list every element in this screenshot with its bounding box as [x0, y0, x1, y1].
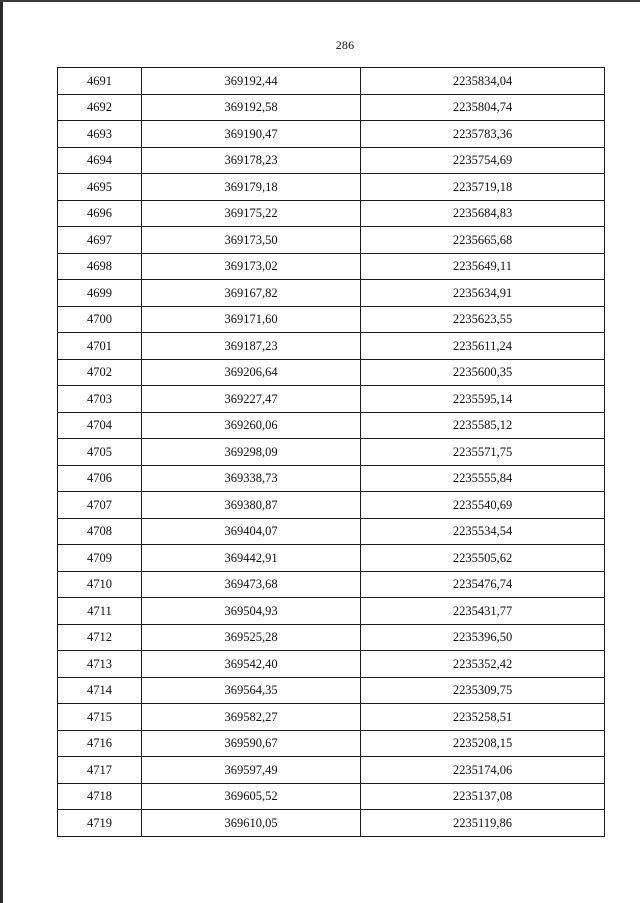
x-coordinate-cell: 369167,82 — [142, 280, 361, 307]
y-coordinate-cell: 2235208,15 — [361, 730, 605, 757]
y-coordinate-cell: 2235600,35 — [361, 359, 605, 386]
table-row — [58, 174, 605, 201]
point-number-cell: 4701 — [58, 333, 142, 360]
x-coordinate-cell: 369338,73 — [142, 465, 361, 492]
x-coordinate-cell: 369227,47 — [142, 386, 361, 413]
y-coordinate-cell: 2235783,36 — [361, 121, 605, 148]
table-row — [58, 598, 605, 625]
x-coordinate-cell: 369298,09 — [142, 439, 361, 466]
point-number-cell: 4706 — [58, 465, 142, 492]
y-coordinate-cell: 2235571,75 — [361, 439, 605, 466]
table-row — [58, 386, 605, 413]
table-row — [58, 545, 605, 572]
point-number-cell: 4703 — [58, 386, 142, 413]
y-coordinate-cell: 2235585,12 — [361, 412, 605, 439]
point-number-cell: 4692 — [58, 94, 142, 121]
table-row — [58, 783, 605, 810]
table-row — [58, 439, 605, 466]
x-coordinate-cell: 369404,07 — [142, 518, 361, 545]
y-coordinate-cell: 2235834,04 — [361, 68, 605, 95]
x-coordinate-cell: 369173,50 — [142, 227, 361, 254]
y-coordinate-cell: 2235396,50 — [361, 624, 605, 651]
x-coordinate-cell: 369187,23 — [142, 333, 361, 360]
x-coordinate-cell: 369192,58 — [142, 94, 361, 121]
y-coordinate-cell: 2235505,62 — [361, 545, 605, 572]
point-number-cell: 4717 — [58, 757, 142, 784]
x-coordinate-cell: 369504,93 — [142, 598, 361, 625]
y-coordinate-cell: 2235534,54 — [361, 518, 605, 545]
point-number-cell: 4699 — [58, 280, 142, 307]
x-coordinate-cell: 369190,47 — [142, 121, 361, 148]
table-row — [58, 121, 605, 148]
table-row — [58, 227, 605, 254]
y-coordinate-cell: 2235540,69 — [361, 492, 605, 519]
point-number-cell: 4718 — [58, 783, 142, 810]
x-coordinate-cell: 369192,44 — [142, 68, 361, 95]
table-row — [58, 412, 605, 439]
coordinates-table — [57, 67, 605, 837]
table-row — [58, 624, 605, 651]
table-row — [58, 333, 605, 360]
point-number-cell: 4697 — [58, 227, 142, 254]
x-coordinate-cell: 369178,23 — [142, 147, 361, 174]
table-row — [58, 280, 605, 307]
point-number-cell: 4708 — [58, 518, 142, 545]
y-coordinate-cell: 2235555,84 — [361, 465, 605, 492]
x-coordinate-cell: 369542,40 — [142, 651, 361, 678]
x-coordinate-cell: 369610,05 — [142, 810, 361, 837]
point-number-cell: 4705 — [58, 439, 142, 466]
y-coordinate-cell: 2235665,68 — [361, 227, 605, 254]
table-row — [58, 465, 605, 492]
y-coordinate-cell: 2235754,69 — [361, 147, 605, 174]
point-number-cell: 4719 — [58, 810, 142, 837]
point-number-cell: 4707 — [58, 492, 142, 519]
table-row — [58, 757, 605, 784]
x-coordinate-cell: 369173,02 — [142, 253, 361, 280]
y-coordinate-cell: 2235719,18 — [361, 174, 605, 201]
table-row — [58, 810, 605, 837]
x-coordinate-cell: 369582,27 — [142, 704, 361, 731]
table-row — [58, 651, 605, 678]
table-row — [58, 677, 605, 704]
point-number-cell: 4698 — [58, 253, 142, 280]
point-number-cell: 4702 — [58, 359, 142, 386]
x-coordinate-cell: 369206,64 — [142, 359, 361, 386]
y-coordinate-cell: 2235684,83 — [361, 200, 605, 227]
x-coordinate-cell: 369442,91 — [142, 545, 361, 572]
table-row — [58, 704, 605, 731]
point-number-cell: 4716 — [58, 730, 142, 757]
x-coordinate-cell: 369175,22 — [142, 200, 361, 227]
scan-edge-top — [0, 0, 640, 2]
y-coordinate-cell: 2235476,74 — [361, 571, 605, 598]
x-coordinate-cell: 369260,06 — [142, 412, 361, 439]
scan-edge-left — [0, 0, 3, 903]
table-row — [58, 306, 605, 333]
point-number-cell: 4694 — [58, 147, 142, 174]
x-coordinate-cell: 369380,87 — [142, 492, 361, 519]
point-number-cell: 4696 — [58, 200, 142, 227]
y-coordinate-cell: 2235804,74 — [361, 94, 605, 121]
point-number-cell: 4712 — [58, 624, 142, 651]
table-row — [58, 253, 605, 280]
y-coordinate-cell: 2235352,42 — [361, 651, 605, 678]
y-coordinate-cell: 2235431,77 — [361, 598, 605, 625]
point-number-cell: 4715 — [58, 704, 142, 731]
x-coordinate-cell: 369605,52 — [142, 783, 361, 810]
x-coordinate-cell: 369525,28 — [142, 624, 361, 651]
y-coordinate-cell: 2235623,55 — [361, 306, 605, 333]
point-number-cell: 4709 — [58, 545, 142, 572]
table-row — [58, 571, 605, 598]
x-coordinate-cell: 369473,68 — [142, 571, 361, 598]
table-row — [58, 730, 605, 757]
point-number-cell: 4700 — [58, 306, 142, 333]
y-coordinate-cell: 2235258,51 — [361, 704, 605, 731]
table-row — [58, 518, 605, 545]
table-row — [58, 147, 605, 174]
point-number-cell: 4691 — [58, 68, 142, 95]
table-row — [58, 68, 605, 95]
y-coordinate-cell: 2235611,24 — [361, 333, 605, 360]
table-row — [58, 94, 605, 121]
x-coordinate-cell: 369171,60 — [142, 306, 361, 333]
y-coordinate-cell: 2235649,11 — [361, 253, 605, 280]
point-number-cell: 4693 — [58, 121, 142, 148]
y-coordinate-cell: 2235119,86 — [361, 810, 605, 837]
point-number-cell: 4713 — [58, 651, 142, 678]
point-number-cell: 4704 — [58, 412, 142, 439]
point-number-cell: 4710 — [58, 571, 142, 598]
table-row — [58, 200, 605, 227]
page-number: 286 — [335, 38, 355, 52]
y-coordinate-cell: 2235595,14 — [361, 386, 605, 413]
point-number-cell: 4695 — [58, 174, 142, 201]
y-coordinate-cell: 2235634,91 — [361, 280, 605, 307]
x-coordinate-cell: 369590,67 — [142, 730, 361, 757]
point-number-cell: 4714 — [58, 677, 142, 704]
x-coordinate-cell: 369564,35 — [142, 677, 361, 704]
table-row — [58, 492, 605, 519]
y-coordinate-cell: 2235174,06 — [361, 757, 605, 784]
x-coordinate-cell: 369597,49 — [142, 757, 361, 784]
x-coordinate-cell: 369179,18 — [142, 174, 361, 201]
table-row — [58, 359, 605, 386]
coordinates-table-body — [58, 68, 605, 837]
point-number-cell: 4711 — [58, 598, 142, 625]
y-coordinate-cell: 2235137,08 — [361, 783, 605, 810]
y-coordinate-cell: 2235309,75 — [361, 677, 605, 704]
